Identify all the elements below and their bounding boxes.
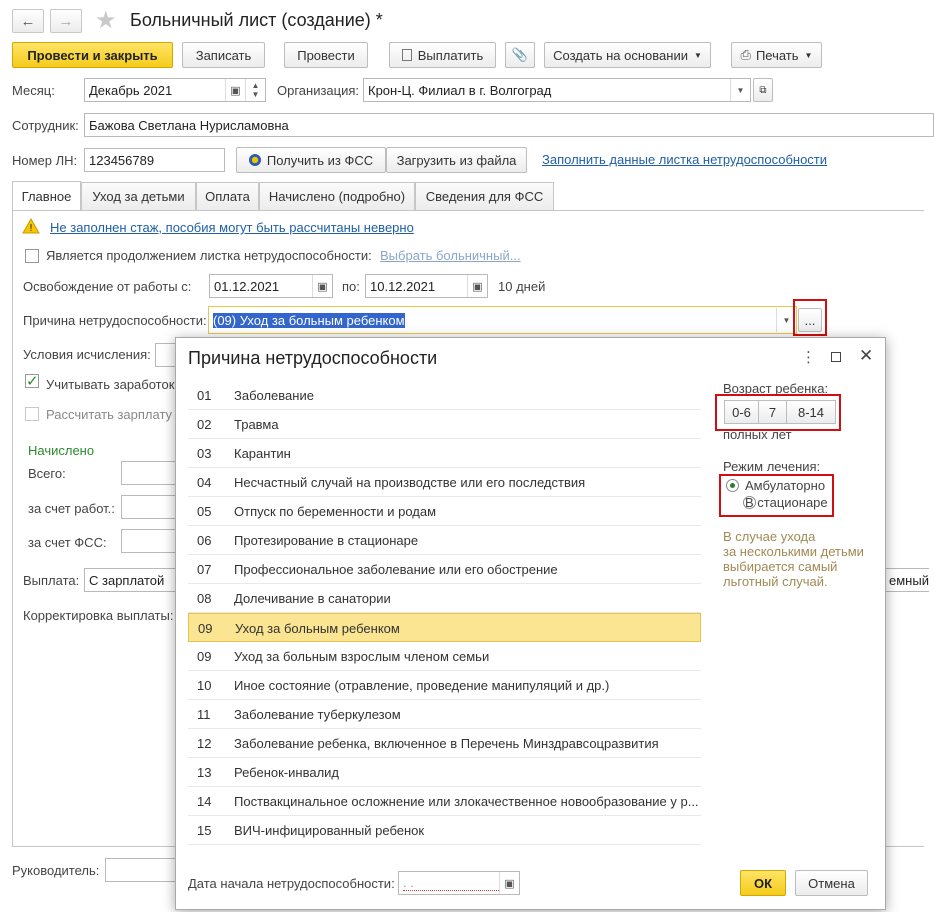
treatment-mode-label: Режим лечения: bbox=[723, 459, 821, 474]
calendar-icon[interactable]: ▣ bbox=[499, 872, 519, 894]
list-item[interactable]: 01 Заболевание bbox=[188, 381, 701, 410]
consider-salary-label: Учитывать заработок bbox=[46, 377, 175, 392]
fss-field bbox=[121, 529, 177, 553]
full-years-label: полных лет bbox=[723, 427, 792, 442]
payment-label: Выплата: bbox=[23, 573, 80, 588]
note-line: за несколькими детьми bbox=[723, 544, 864, 559]
hospital-label: В стационаре bbox=[745, 495, 828, 510]
forward-button[interactable] bbox=[50, 9, 82, 33]
tab-payment[interactable]: Оплата bbox=[196, 182, 259, 210]
month-field[interactable] bbox=[84, 78, 266, 102]
print-button[interactable] bbox=[731, 42, 822, 68]
organization-field[interactable] bbox=[363, 78, 751, 102]
highlight-box bbox=[793, 299, 827, 336]
fss-icon bbox=[249, 154, 261, 166]
dropdown-arrow-icon: ▼ bbox=[804, 50, 813, 60]
tab-fss-info[interactable]: Сведения для ФСС bbox=[415, 182, 554, 210]
list-item[interactable]: 11 Заболевание туберкулезом bbox=[188, 700, 701, 729]
open-org-button[interactable] bbox=[753, 78, 773, 102]
age-highlight-box bbox=[715, 394, 841, 431]
ln-label: Номер ЛН: bbox=[12, 153, 78, 168]
spin-icon[interactable]: ▲ ▼ bbox=[245, 79, 265, 101]
arrow-left-icon: ← bbox=[20, 12, 36, 30]
date-from-value: 01.12.2021 bbox=[214, 278, 280, 294]
ambulatory-label: Амбулаторно bbox=[745, 478, 826, 493]
tab-accrued-detail[interactable]: Начислено (подробно) bbox=[259, 182, 415, 210]
reason-dialog bbox=[175, 337, 886, 910]
maximize-icon[interactable] bbox=[831, 352, 841, 362]
svg-text:!: ! bbox=[28, 223, 34, 234]
dropdown-arrow-icon[interactable]: ▼ bbox=[730, 79, 750, 101]
release-label: Освобождение от работы с: bbox=[23, 279, 192, 294]
choose-sick-leave-link[interactable]: Выбрать больничный... bbox=[380, 248, 521, 263]
create-based-on-button[interactable] bbox=[544, 42, 711, 68]
start-date-value: . . bbox=[403, 875, 499, 891]
load-from-file-button[interactable]: Загрузить из файла bbox=[386, 147, 527, 173]
employee-label: Сотрудник: bbox=[12, 118, 79, 133]
continuation-checkbox[interactable] bbox=[25, 249, 39, 263]
note-line: льготный случай. bbox=[723, 574, 828, 589]
calc-salary-label: Рассчитать зарплату bbox=[46, 407, 173, 422]
select-reason-button[interactable]: ... bbox=[798, 308, 822, 332]
warning-icon bbox=[23, 219, 39, 233]
total-label: Всего: bbox=[28, 466, 66, 481]
get-fss-label: Получить из ФСС bbox=[266, 152, 374, 168]
note-line: В случае ухода bbox=[723, 529, 816, 544]
tab-main[interactable]: Главное bbox=[12, 181, 81, 211]
pay-button[interactable] bbox=[389, 42, 496, 68]
month-value: Декабрь 2021 bbox=[89, 82, 173, 98]
payment-right-field[interactable]: емный bbox=[884, 568, 929, 592]
date-to-field[interactable] bbox=[365, 274, 488, 298]
conditions-field[interactable] bbox=[155, 343, 177, 367]
dialog-title: Причина нетрудоспособности bbox=[188, 348, 438, 368]
age-0-6-button[interactable]: 0-6 bbox=[724, 400, 759, 424]
list-item[interactable]: 02 Травма bbox=[188, 410, 701, 439]
create-based-label: Создать на основании bbox=[553, 47, 688, 63]
note-line: выбирается самый bbox=[723, 559, 838, 574]
calendar-icon[interactable]: ▣ bbox=[312, 275, 332, 297]
days-count: 10 дней bbox=[498, 279, 546, 294]
reason-label: Причина нетрудоспособности: bbox=[23, 313, 207, 328]
age-8-14-button[interactable]: 8-14 bbox=[787, 400, 836, 424]
dropdown-arrow-icon[interactable]: ▼ bbox=[776, 308, 796, 332]
back-button[interactable] bbox=[12, 9, 44, 33]
paperclip-icon: 📎 bbox=[511, 47, 529, 62]
post-and-close-button[interactable]: Провести и закрыть bbox=[12, 42, 173, 68]
reason-value: (09) Уход за больным ребенком bbox=[213, 312, 405, 328]
calendar-icon[interactable]: ▣ bbox=[467, 275, 487, 297]
child-age-label: Возраст ребенка: bbox=[723, 381, 829, 396]
payment-field[interactable]: С зарплатой bbox=[84, 568, 177, 592]
correction-label: Корректировка выплаты: bbox=[23, 608, 174, 623]
favorite-star-icon[interactable]: ★ bbox=[95, 7, 117, 34]
list-item[interactable]: 09 Уход за больным взрослым членом семьи bbox=[188, 642, 701, 671]
list-item[interactable]: 07 Профессиональное заболевание или его обострение bbox=[188, 555, 701, 584]
list-item[interactable]: 08 Долечивание в санатории bbox=[188, 584, 701, 613]
printer-icon: ⎙ bbox=[740, 47, 751, 62]
warning-link[interactable]: Не заполнен стаж, пособия могут быть рассчитаны неверно bbox=[50, 220, 414, 235]
post-button[interactable]: Провести bbox=[284, 42, 368, 68]
list-item[interactable]: 14 Поствакцинальное осложнение или злокачественное новообразование у р... bbox=[188, 787, 701, 816]
list-item[interactable]: 04 Несчастный случай на производстве или его последствия bbox=[188, 468, 701, 497]
age-7-button[interactable]: 7 bbox=[759, 400, 787, 424]
tab-childcare[interactable]: Уход за детьми bbox=[81, 182, 196, 210]
list-item[interactable]: 12 Заболевание ребенка, включенное в Перечень Минздравсоцразвития bbox=[188, 729, 701, 758]
manager-label: Руководитель: bbox=[12, 863, 100, 878]
attach-button[interactable] bbox=[505, 42, 535, 68]
month-label: Месяц: bbox=[12, 83, 55, 98]
print-label: Печать bbox=[755, 47, 799, 63]
ln-number-field[interactable]: 123456789 bbox=[84, 148, 225, 172]
conditions-label: Условия исчисления: bbox=[23, 347, 151, 362]
consider-salary-checkbox[interactable]: ✓ bbox=[26, 373, 39, 390]
dropdown-arrow-icon: ▼ bbox=[693, 50, 702, 60]
list-item-selected[interactable]: 09 Уход за больным ребенком bbox=[188, 613, 701, 642]
employer-label: за счет работ.: bbox=[28, 501, 115, 516]
to-label: по: bbox=[342, 279, 360, 294]
start-date-field[interactable] bbox=[398, 871, 520, 895]
continuation-label: Является продолжением листка нетрудоспособности: bbox=[46, 248, 372, 263]
page-title: Больничный лист (создание) * bbox=[130, 10, 383, 30]
list-item[interactable]: 10 Иное состояние (отравление, проведение манипуляций и др.) bbox=[188, 671, 701, 700]
open-icon: ⧉ bbox=[759, 84, 767, 96]
close-icon[interactable]: ✕ bbox=[859, 346, 874, 365]
calc-salary-checkbox[interactable] bbox=[25, 407, 39, 421]
pay-label: Выплатить bbox=[417, 47, 484, 63]
list-item[interactable]: 03 Карантин bbox=[188, 439, 701, 468]
ok-button[interactable]: ОК bbox=[740, 870, 786, 896]
list-item[interactable]: 13 Ребенок-инвалид bbox=[188, 758, 701, 787]
date-to-value: 10.12.2021 bbox=[370, 278, 436, 294]
document-icon bbox=[402, 49, 412, 61]
fss-label: за счет ФСС: bbox=[28, 535, 107, 550]
get-from-fss-button[interactable] bbox=[236, 147, 386, 173]
fill-sick-leave-link[interactable]: Заполнить данные листка нетрудоспособности bbox=[542, 152, 828, 167]
total-field bbox=[121, 461, 177, 485]
employer-field bbox=[121, 495, 177, 519]
start-date-label: Дата начала нетрудоспособности: bbox=[188, 876, 395, 891]
manager-field[interactable] bbox=[105, 858, 177, 882]
org-value: Крон-Ц. Филиал в г. Волгоград bbox=[368, 82, 552, 98]
list-item[interactable]: 06 Протезирование в стационаре bbox=[188, 526, 701, 555]
list-item[interactable]: 05 Отпуск по беременности и родам bbox=[188, 497, 701, 526]
list-item[interactable]: 15 ВИЧ-инфицированный ребенок bbox=[188, 816, 701, 845]
more-menu-icon[interactable]: ⋮ bbox=[801, 349, 816, 366]
org-label: Организация: bbox=[277, 83, 360, 98]
reason-field[interactable] bbox=[208, 306, 797, 334]
save-button[interactable]: Записать bbox=[182, 42, 265, 68]
employee-field[interactable]: Бажова Светлана Нурисламовна bbox=[84, 113, 934, 137]
mode-highlight-box bbox=[719, 474, 834, 517]
calendar-icon[interactable]: ▣ bbox=[225, 79, 245, 101]
accrued-header: Начислено bbox=[28, 443, 95, 458]
arrow-right-icon: → bbox=[58, 12, 74, 30]
cancel-button[interactable]: Отмена bbox=[795, 870, 868, 896]
date-from-field[interactable] bbox=[209, 274, 333, 298]
